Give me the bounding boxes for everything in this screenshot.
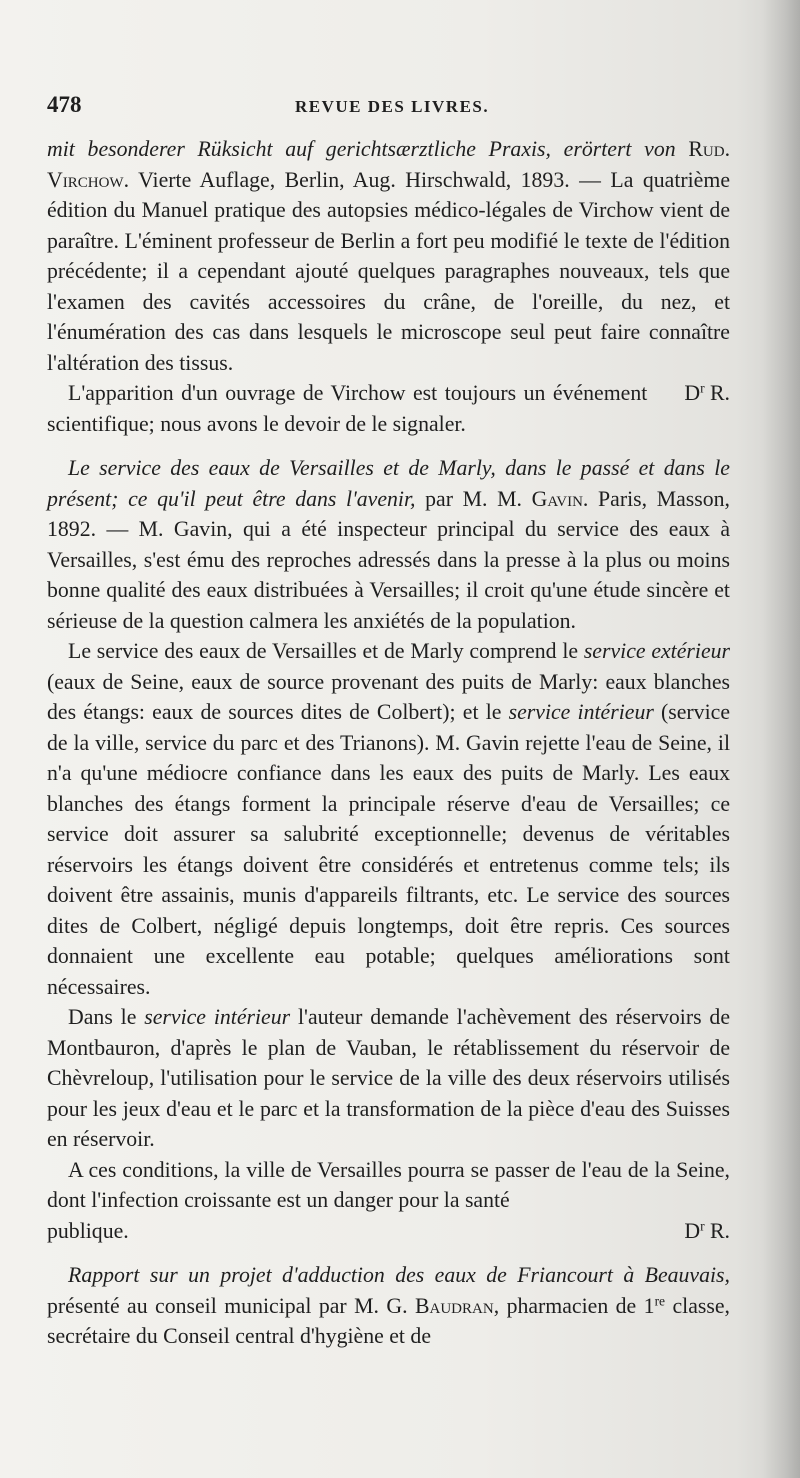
- author-name: Gavin: [531, 486, 583, 511]
- page-number: 478: [47, 92, 82, 117]
- signature-sup: r: [700, 1218, 705, 1234]
- review-gavin-citation: [47, 453, 730, 636]
- paragraph-text: présenté au conseil municipal par M. G.: [47, 1293, 415, 1318]
- running-header: [47, 92, 730, 128]
- review-virchow-citation: [47, 134, 730, 378]
- paragraph-text: publique.: [47, 1218, 129, 1243]
- paragraph-text: , pharmacien de 1: [493, 1293, 655, 1318]
- review-paragraph: L'apparition d'un ouvrage de Virchow est toujours un événement scientifique; nous avons le devoir de le signaler.: [47, 381, 648, 436]
- signature: [663, 378, 730, 439]
- signature-initial: R.: [704, 381, 730, 405]
- page-gutter-shadow: [762, 0, 800, 1478]
- signature-dr: D: [684, 381, 701, 405]
- italic-term: service intérieur: [144, 1005, 291, 1029]
- paragraph-text: (service de la ville, service du parc et des Trianons). M. Gavin rejette l'eau de Seine, il n'a qu'une médiocre confiance dans les eaux des puits de Marly. Les eaux blanches des étangs forment la principale réserve d'eau de Versailles; ce service doit assurer sa salubrité exceptionnelle; devenus de véritables réservoirs les étangs doivent être considérés et entretenus comme tels; ils doivent être assainis, munis d'appareils filtrants, etc. Le service des sources dites de Colbert, négligé depuis longtemps, doit être repris. Ces sources donnaient une excellente eau potable; quelques améliorations sont nécessaires.: [47, 700, 730, 999]
- review-gavin-closing: [47, 1216, 730, 1247]
- book-title: mit besonderer Rüksicht auf gerichtsærztliche Praxis, erörtert von: [47, 137, 676, 161]
- paragraph-text: (eaux de Seine, eaux de source provenant des puits de Marly: eaux blanches des étangs: eaux de sources dites de Colbert); et le: [47, 669, 730, 724]
- ordinal-sup: re: [654, 1293, 666, 1309]
- paragraph-text: A ces conditions, la ville de Versailles pourra se passer de l'eau de la Seine, dont l'infection croissante est un danger pour la santé: [47, 1157, 730, 1212]
- signature-dr: D: [684, 1218, 701, 1243]
- book-title: Rapport sur un projet d'adduction des eaux de Friancourt à Beauvais,: [68, 1263, 730, 1287]
- signature: [684, 1216, 730, 1247]
- review-baudran-citation: [47, 1260, 730, 1352]
- signature-sup: r: [700, 380, 705, 396]
- review-paragraph-conditions: [47, 1155, 730, 1216]
- running-title: REVUE DES LIVRES.: [295, 97, 490, 116]
- author-name: Virchow: [47, 167, 124, 192]
- review-virchow-closing: [47, 378, 730, 439]
- by-text: par M. M.: [415, 486, 532, 511]
- signature-initial: R.: [704, 1218, 730, 1243]
- author-prefix: Rud.: [688, 137, 731, 161]
- review-paragraph-service: [47, 636, 730, 1002]
- publication-info: . Vierte Auflage, Berlin, Aug. Hirschwald, 1893.: [123, 167, 570, 192]
- paragraph-text: classe, secrétaire du Conseil central d'hygiène et de: [47, 1293, 730, 1348]
- book-title: Le service des eaux de Versailles et de Marly, dans le passé et dans le présent; ce qu'il peut être dans l'avenir,: [47, 456, 730, 511]
- review-paragraph-interior: [47, 1002, 730, 1155]
- italic-term: service extérieur: [583, 639, 730, 663]
- author-name: Baudran: [414, 1293, 494, 1318]
- paragraph-text: Le service des eaux de Versailles et de Marly comprend le: [68, 639, 584, 663]
- review-paragraph: . Paris, Masson, 1892. — M. Gavin, qui a été inspecteur principal du service des eaux à Versailles, s'est ému des reproches adressés dans la presse à la plus ou moins bonne qualité des eaux distribuées à Versailles; il croit qu'une étude sincère et sérieuse de la question calmera les anxiétés de la population.: [47, 486, 730, 633]
- page-text: [47, 134, 730, 1352]
- paragraph-text: l'auteur demande l'achèvement des réservoirs de Montbauron, d'après le plan de Vauban, le rétablissement du réservoir de Chèvreloup, l'utilisation pour le service de la ville des deux réservoirs utilisés pour les jeux d'eau et le parc et la transformation de la pièce d'eau des Suisses en réservoir.: [47, 1005, 730, 1151]
- italic-term: service intérieur: [508, 700, 654, 724]
- paragraph-text: Dans le: [68, 1005, 145, 1029]
- review-paragraph: — La quatrième édition du Manuel pratique des autopsies médico-légales de Virchow vient de paraître. L'éminent professeur de Berlin a fort peu modifié le texte de l'édition précédente; il a cependant ajouté quelques paragraphes nouveaux, tels que l'examen des cavités accessoires du crâne, de l'oreille, du nez, et l'énumération des cas dans lesquels le microscope seul peut faire connaître l'altération des tissus.: [47, 167, 730, 375]
